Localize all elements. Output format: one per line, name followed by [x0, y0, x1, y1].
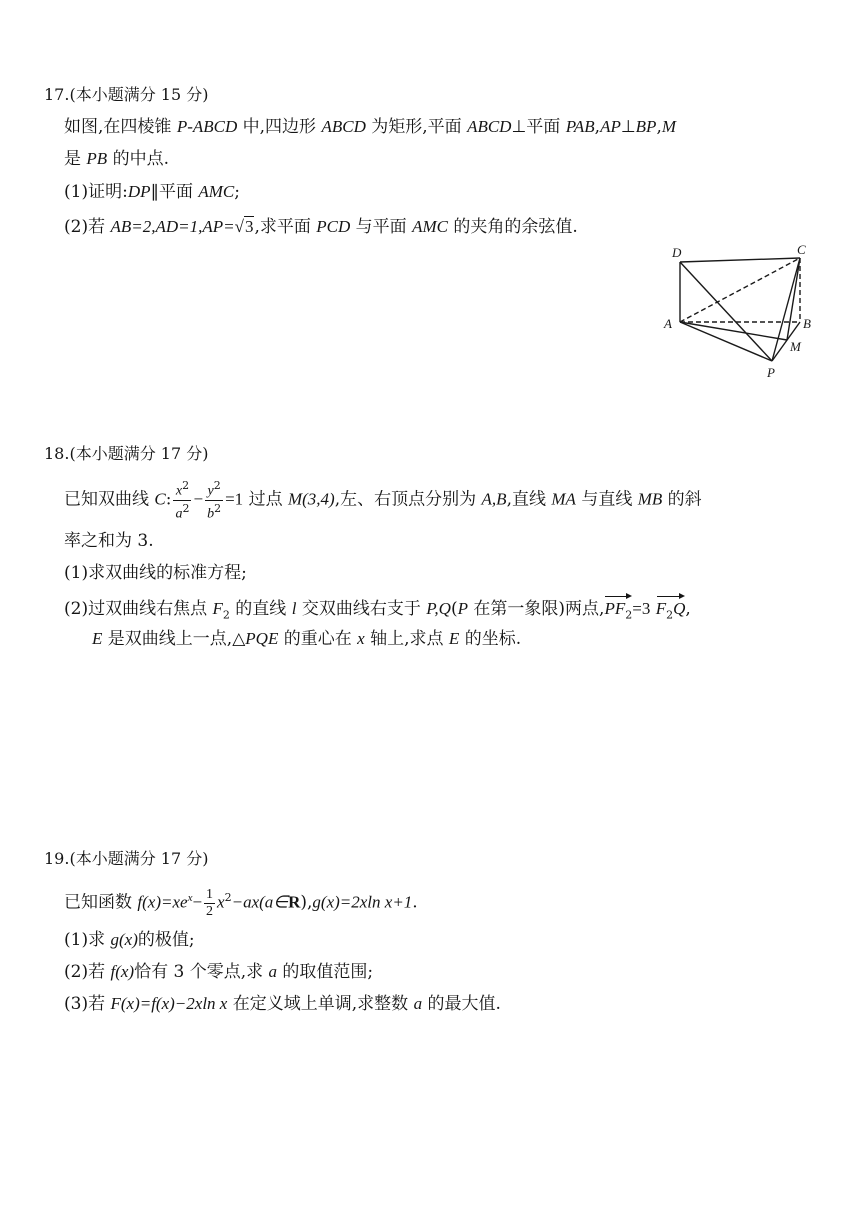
q17-part1: (1)证明:DP∥平面 AMC; — [64, 182, 241, 202]
label-B: B — [803, 316, 811, 331]
q18-part1: (1)求双曲线的标准方程; — [64, 563, 247, 583]
q18-header: 18.(本小题满分 17 分) — [44, 444, 209, 463]
q18-line1: 已知双曲线 C: $\frac{x^2}{a^2}$ − $\frac{y^2}{b^2}$ =1 过点 M(3,4),左、右顶点分别为 A,B,直线 MA 与直线 MB 的斜 — [64, 479, 702, 522]
label-A: A — [664, 316, 672, 331]
q19-part1: (1)求 g(x)的极值; — [64, 930, 195, 950]
label-M: M — [790, 339, 801, 354]
q19-part2: (2)若 f(x)恰有 3 个零点,求 a 的取值范围; — [64, 962, 374, 982]
q17-part2: (2)若 AB=2,AD=1,AP=√3,求平面 PCD 与平面 AMC 的夹角的余弦值. — [64, 217, 578, 237]
q18-part2: (2)过双曲线右焦点 $F_2$ 的直线 l 交双曲线右支于 P,Q(P 在第一象限)两点$,PF_2=3$ $F_2Q$, — [64, 595, 691, 626]
edge-AC — [680, 258, 800, 322]
edge-DC — [680, 258, 800, 262]
q19-line1: 已知函数 $f(x)=xe^x-$ $\frac{1}{2}$ $x^2-ax(a\in R),g(x)=2xln$ x+1. — [64, 886, 418, 919]
q18-line2: 率之和为 3. — [64, 531, 154, 551]
q17-header: 17.(本小题满分 15 分) — [44, 85, 209, 104]
edge-AM — [680, 322, 787, 340]
pyramid-figure — [650, 238, 811, 383]
label-P: P — [767, 365, 775, 380]
edge-DP — [680, 262, 772, 361]
label-D: D — [672, 245, 682, 260]
q17-intro-line1: 如图,在四棱锥 P-ABCD 中,四边形 ABCD 为矩形,平面 ABCD⊥平面 PAB,AP⊥BP,M — [64, 117, 677, 137]
edge-AP — [680, 322, 772, 361]
q17-intro-line2: 是 PB 的中点. — [64, 149, 169, 169]
q19-header: 19.(本小题满分 17 分) — [44, 849, 209, 868]
q18-part2-cont: E 是双曲线上一点,△PQE 的重心在 x 轴上,求点 E 的坐标. — [92, 629, 522, 649]
q19-part3: (3)若 F(x)=f(x)−2xln x 在定义域上单调,求整数 a 的最大值. — [64, 994, 501, 1014]
label-C: C — [797, 242, 806, 257]
